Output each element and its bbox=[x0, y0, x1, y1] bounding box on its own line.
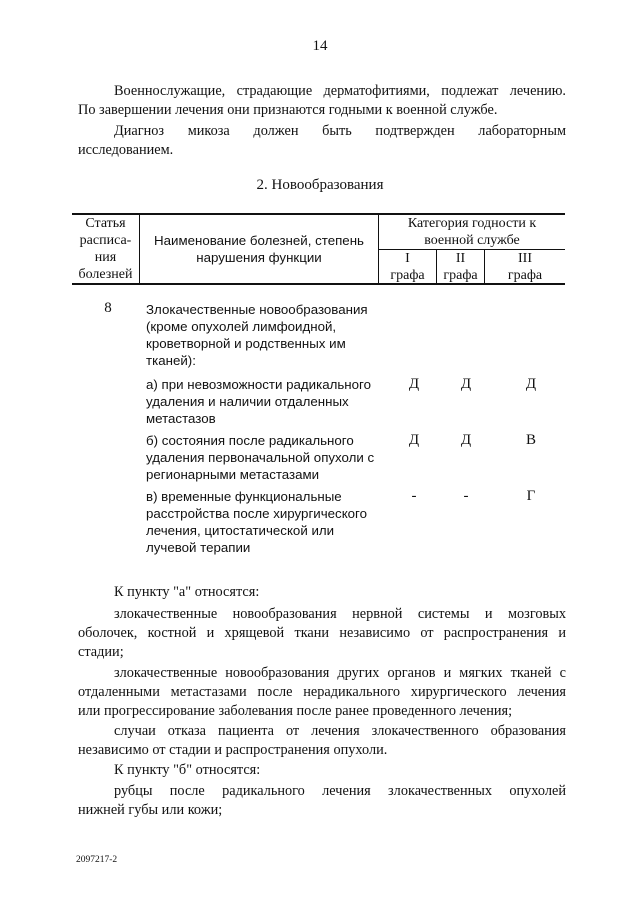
document-code: 2097217-2 bbox=[76, 855, 118, 865]
graf-number: III bbox=[518, 251, 532, 266]
header-article-line: болезней bbox=[78, 267, 133, 282]
item-b-line: регионарными метастазами bbox=[146, 467, 320, 482]
note-a-heading: К пункту "а" относятся: bbox=[114, 584, 260, 600]
item-a-line: метастазов bbox=[146, 411, 216, 426]
item-b-line: б) состояния после радикального bbox=[146, 433, 354, 448]
item-v-category-2: - bbox=[463, 488, 469, 504]
section-title: 2. Новообразования bbox=[256, 177, 384, 193]
item-v-category-3: Г bbox=[526, 488, 536, 504]
item-v-category-1: - bbox=[411, 488, 417, 504]
item-b-category-1: Д bbox=[408, 432, 420, 448]
graf-word: графа bbox=[507, 268, 543, 283]
item-a-category-3: Д bbox=[525, 376, 537, 392]
note-a3-line-2: независимо от стадии и распространения опухоли. bbox=[78, 742, 388, 758]
note-b-heading: К пункту "б" относятся: bbox=[114, 762, 261, 778]
item-v-line: лечения, цитостатической или bbox=[146, 523, 335, 538]
header-disease-line: нарушения функции bbox=[196, 250, 322, 265]
header-category bbox=[379, 215, 565, 249]
article-intro-line: кроветворной и родственных им bbox=[146, 336, 346, 351]
intro-paragraph-2-line-2: исследованием. bbox=[78, 142, 174, 158]
graf-number: II bbox=[455, 251, 466, 266]
item-v-line: лучевой терапии bbox=[146, 540, 251, 555]
header-article-line: Статья bbox=[85, 216, 126, 231]
table-header bbox=[72, 213, 565, 285]
note-a1-line-1: злокачественные новообразования нервной системы и мозговых bbox=[114, 606, 566, 622]
note-b1-line-2: нижней губы или кожи; bbox=[78, 802, 223, 818]
header-category-line: Категория годности к bbox=[407, 216, 537, 231]
item-v-line: в) временные функциональные bbox=[146, 489, 342, 504]
intro-paragraph-1-line-2: По завершении лечения они признаются годными к военной службе. bbox=[78, 102, 498, 118]
item-a-category-1: Д bbox=[408, 376, 420, 392]
intro-paragraph-1-line-1: Военнослужащие, страдающие дерматофитиями, подлежат лечению. bbox=[114, 83, 566, 99]
item-b-category-2: Д bbox=[460, 432, 472, 448]
header-disease-line: Наименование болезней, степень bbox=[154, 233, 364, 248]
item-a-category-2: Д bbox=[460, 376, 472, 392]
header-category-line: военной службе bbox=[424, 233, 520, 248]
graf-number: I bbox=[405, 251, 410, 266]
article-intro-line: Злокачественные новообразования bbox=[146, 302, 368, 317]
item-b-line: удаления первоначальной опухоли с bbox=[146, 450, 375, 465]
header-graf-1 bbox=[379, 250, 436, 284]
article-intro bbox=[146, 301, 396, 369]
item-a-line: удаления и наличии отдаленных bbox=[146, 394, 349, 409]
item-a-text bbox=[146, 376, 396, 427]
note-a3-line-1: случаи отказа пациента от лечения злокачественного образования bbox=[114, 723, 566, 739]
article-number: 8 bbox=[104, 300, 112, 316]
note-a2-line-1: злокачественные новообразования других органов и мягких тканей с bbox=[114, 665, 566, 681]
note-a1-line-2: оболочек, костной и хрящевой ткани независимо от распространения и bbox=[78, 625, 566, 641]
note-b1-line-1: рубцы после радикального лечения злокачественных опухолей bbox=[114, 783, 566, 799]
header-graf-2 bbox=[437, 250, 484, 284]
intro-paragraph-2-line-1: Диагноз микоза должен быть подтвержден лабораторным bbox=[114, 123, 566, 139]
note-a1-line-3: стадии; bbox=[78, 644, 124, 660]
item-b-category-3: В bbox=[525, 432, 536, 448]
article-intro-line: (кроме опухолей лимфоидной, bbox=[146, 319, 337, 334]
header-article-line: ния bbox=[94, 250, 117, 265]
item-v-line: расстройства после хирургического bbox=[146, 506, 368, 521]
graf-word: графа bbox=[443, 268, 478, 283]
item-a-line: а) при невозможности радикального bbox=[146, 377, 371, 392]
item-b-text bbox=[146, 432, 396, 483]
note-a2-line-2: отдаленными метастазами после нерадикального хирургического лечения bbox=[78, 684, 566, 700]
page-number: 14 bbox=[312, 38, 328, 54]
item-v-text bbox=[146, 488, 396, 556]
header-graf-3 bbox=[485, 250, 565, 284]
header-disease-name bbox=[140, 232, 378, 266]
header-article-line: расписа- bbox=[79, 233, 132, 248]
header-article bbox=[72, 215, 139, 283]
graf-word: графа bbox=[390, 268, 425, 283]
note-a2-line-3: или прогрессирование заболевания после ранее проведенного лечения; bbox=[78, 703, 513, 719]
article-intro-line: тканей): bbox=[146, 353, 196, 368]
